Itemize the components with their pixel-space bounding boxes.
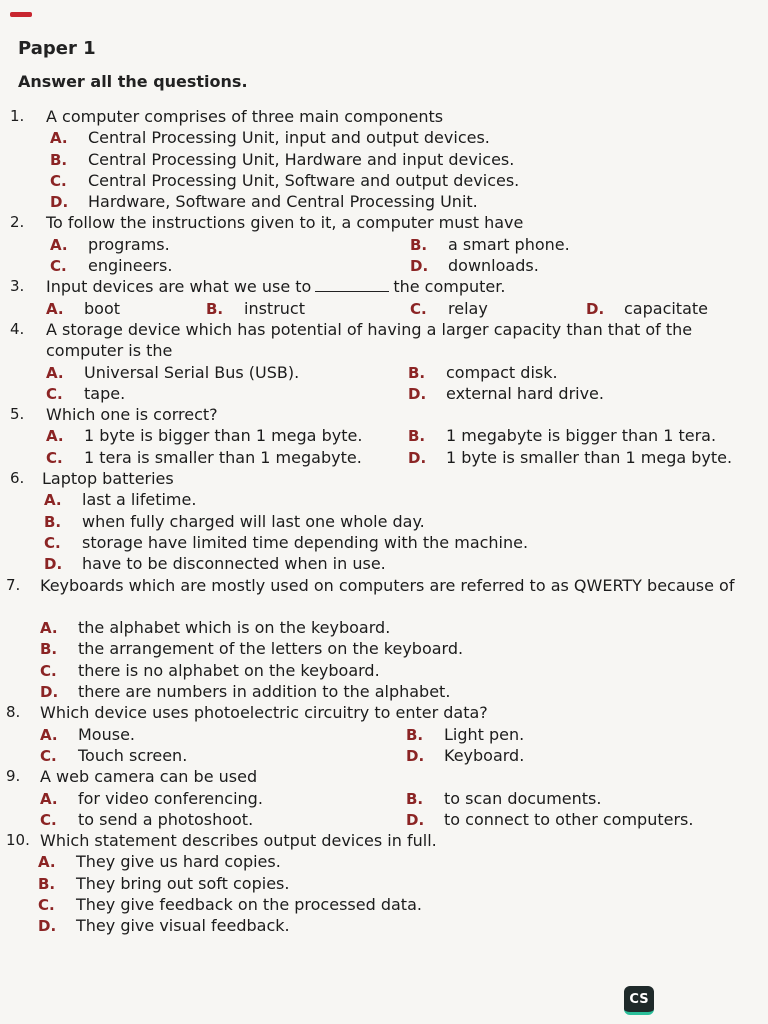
question-9 bbox=[0, 766, 768, 830]
question-number: 8. bbox=[6, 703, 21, 722]
option-letter: C. bbox=[40, 661, 57, 680]
option-letter: B. bbox=[406, 789, 424, 808]
question-number: 6. bbox=[10, 469, 25, 488]
question-4 bbox=[0, 319, 768, 404]
question-number: 3. bbox=[10, 277, 25, 296]
option-letter: C. bbox=[410, 299, 427, 318]
option-b bbox=[406, 724, 524, 746]
option-letter: D. bbox=[406, 746, 425, 765]
instruction: Answer all the questions. bbox=[18, 72, 248, 91]
option-text: relay bbox=[448, 298, 488, 318]
option-d bbox=[50, 191, 478, 213]
option-letter: A. bbox=[40, 789, 58, 808]
option-text: external hard drive. bbox=[446, 383, 604, 403]
option-c bbox=[50, 170, 519, 192]
option-text: boot bbox=[84, 298, 121, 318]
option-letter: C. bbox=[50, 171, 67, 190]
question-number: 1. bbox=[10, 107, 25, 125]
option-text: a smart phone. bbox=[448, 234, 570, 254]
option-letter: D. bbox=[38, 917, 57, 936]
option-letter: A. bbox=[38, 853, 56, 872]
question-stem: A storage device which has potential of having a larger capacity than that of the computer is the bbox=[46, 319, 693, 360]
option-letter: B. bbox=[38, 874, 56, 893]
question-6 bbox=[0, 468, 768, 574]
option-c bbox=[46, 447, 362, 469]
option-text: 1 byte is bigger than 1 mega byte. bbox=[84, 426, 363, 446]
option-text: Mouse. bbox=[78, 724, 135, 744]
question-number: 9. bbox=[6, 767, 21, 786]
question-5 bbox=[0, 404, 768, 468]
option-letter: B. bbox=[50, 150, 68, 169]
question-list bbox=[0, 106, 768, 937]
option-letter: C. bbox=[40, 746, 57, 765]
option-letter: A. bbox=[46, 299, 64, 318]
option-c bbox=[46, 383, 125, 405]
option-c bbox=[410, 298, 488, 320]
option-text: to send a photoshoot. bbox=[78, 809, 254, 829]
option-letter: B. bbox=[406, 725, 424, 744]
option-text: Central Processing Unit, Software and output devices. bbox=[88, 170, 520, 190]
question-stem: Which statement describes output devices in full. bbox=[40, 831, 437, 851]
question-2 bbox=[0, 212, 768, 276]
option-letter: D. bbox=[50, 193, 69, 212]
option-a bbox=[46, 298, 120, 320]
option-letter: D. bbox=[406, 810, 425, 829]
option-a bbox=[50, 234, 170, 256]
option-text: when fully charged will last one whole day. bbox=[82, 511, 425, 531]
option-text: Light pen. bbox=[444, 724, 525, 744]
answer-blank bbox=[315, 277, 389, 292]
option-letter: C. bbox=[44, 533, 61, 552]
option-text: 1 byte is smaller than 1 mega byte. bbox=[446, 447, 733, 467]
option-letter: C. bbox=[46, 384, 63, 403]
question-8 bbox=[0, 702, 768, 766]
option-text: engineers. bbox=[88, 256, 173, 276]
option-d bbox=[408, 447, 732, 469]
option-c bbox=[40, 809, 253, 831]
option-letter: C. bbox=[46, 448, 63, 467]
option-letter: D. bbox=[408, 448, 427, 467]
option-letter: A. bbox=[46, 427, 64, 446]
option-text: have to be disconnected when in use. bbox=[82, 554, 386, 574]
option-d bbox=[410, 255, 539, 277]
option-text: for video conferencing. bbox=[78, 788, 263, 808]
option-text: 1 tera is smaller than 1 megabyte. bbox=[84, 447, 362, 467]
option-text: there is no alphabet on the keyboard. bbox=[78, 660, 380, 680]
option-text: Universal Serial Bus (USB). bbox=[84, 362, 300, 382]
question-7 bbox=[0, 575, 768, 703]
option-b bbox=[410, 234, 570, 256]
question-stem: Keyboards which are mostly used on computers are referred to as QWERTY because of bbox=[40, 575, 735, 595]
option-d bbox=[40, 681, 450, 703]
option-a bbox=[40, 788, 263, 810]
option-text: instruct bbox=[244, 298, 305, 318]
question-1 bbox=[0, 106, 768, 212]
question-number: 2. bbox=[10, 213, 25, 232]
option-b bbox=[50, 149, 514, 171]
option-text: downloads. bbox=[448, 256, 539, 276]
option-letter: B. bbox=[410, 235, 428, 254]
option-letter: D. bbox=[44, 555, 63, 574]
question-number: 5. bbox=[10, 405, 25, 424]
question-stem: Laptop batteries bbox=[42, 469, 174, 489]
option-a bbox=[44, 489, 196, 511]
option-a bbox=[50, 127, 490, 149]
option-b bbox=[40, 638, 463, 660]
question-stem: Which device uses photoelectric circuitry to enter data? bbox=[40, 703, 488, 723]
option-text: Hardware, Software and Central Processing Unit. bbox=[88, 192, 478, 212]
option-text: 1 megabyte is bigger than 1 tera. bbox=[446, 426, 717, 446]
question-stem: A computer comprises of three main components bbox=[46, 107, 444, 126]
option-letter: A. bbox=[50, 129, 68, 148]
option-text: the alphabet which is on the keyboard. bbox=[78, 618, 391, 638]
option-b bbox=[408, 425, 716, 447]
option-text: Central Processing Unit, input and output devices. bbox=[88, 128, 490, 148]
option-letter: A. bbox=[40, 619, 58, 638]
option-letter: B. bbox=[44, 512, 62, 531]
question-number: 4. bbox=[10, 319, 25, 338]
paper-title: Paper 1 bbox=[18, 38, 96, 59]
option-text: there are numbers in addition to the alphabet. bbox=[78, 682, 451, 702]
option-d bbox=[586, 298, 708, 320]
option-text: They give visual feedback. bbox=[76, 916, 290, 936]
option-letter: D. bbox=[40, 683, 59, 702]
option-a bbox=[46, 425, 362, 447]
option-c bbox=[40, 660, 380, 682]
option-text: They give us hard copies. bbox=[76, 852, 281, 872]
option-a bbox=[46, 362, 299, 384]
option-b bbox=[406, 788, 601, 810]
option-a bbox=[40, 617, 390, 639]
option-letter: A. bbox=[46, 363, 64, 382]
option-c bbox=[50, 255, 172, 277]
option-text: to scan documents. bbox=[444, 788, 602, 808]
option-text: Touch screen. bbox=[78, 745, 188, 765]
option-b bbox=[44, 511, 425, 533]
option-letter: C. bbox=[50, 257, 67, 276]
option-letter: C. bbox=[38, 895, 55, 914]
option-letter: B. bbox=[206, 299, 224, 318]
option-c bbox=[44, 532, 528, 554]
camscanner-logo-icon: CS bbox=[624, 986, 654, 1015]
question-number: 7. bbox=[6, 575, 21, 594]
option-d bbox=[408, 383, 604, 405]
red-header-mark bbox=[10, 12, 32, 17]
option-letter: B. bbox=[40, 640, 58, 659]
option-letter: A. bbox=[50, 235, 68, 254]
option-b bbox=[38, 873, 289, 895]
option-text: last a lifetime. bbox=[82, 490, 197, 510]
question-number: 10. bbox=[6, 831, 30, 850]
option-text: capacitate bbox=[624, 298, 708, 318]
option-text: Keyboard. bbox=[444, 745, 525, 765]
option-d bbox=[38, 915, 290, 937]
question-stem: Input devices are what we use to the computer. bbox=[46, 277, 506, 297]
option-text: They give feedback on the processed data. bbox=[76, 894, 422, 914]
option-letter: D. bbox=[408, 384, 427, 403]
option-b bbox=[408, 362, 558, 384]
option-d bbox=[44, 553, 386, 575]
option-text: Central Processing Unit, Hardware and input devices. bbox=[88, 149, 515, 169]
option-letter: A. bbox=[40, 725, 58, 744]
option-a bbox=[40, 724, 135, 746]
option-text: programs. bbox=[88, 234, 170, 254]
option-text: tape. bbox=[84, 383, 126, 403]
option-text: compact disk. bbox=[446, 362, 558, 382]
option-d bbox=[406, 745, 524, 767]
question-stem: A web camera can be used bbox=[40, 767, 258, 787]
option-text: the arrangement of the letters on the keyboard. bbox=[78, 639, 464, 659]
option-text: storage have limited time depending with the machine. bbox=[82, 532, 529, 552]
question-stem: To follow the instructions given to it, a computer must have bbox=[46, 213, 524, 233]
option-letter: B. bbox=[408, 427, 426, 446]
question-3 bbox=[0, 276, 768, 319]
option-letter: D. bbox=[410, 257, 429, 276]
option-b bbox=[206, 298, 305, 320]
option-c bbox=[38, 894, 422, 916]
option-letter: A. bbox=[44, 491, 62, 510]
option-d bbox=[406, 809, 693, 831]
option-text: to connect to other computers. bbox=[444, 809, 694, 829]
question-10 bbox=[0, 830, 768, 936]
question-stem: Which one is correct? bbox=[46, 405, 218, 425]
option-letter: C. bbox=[40, 810, 57, 829]
option-letter: D. bbox=[586, 299, 605, 318]
option-a bbox=[38, 851, 281, 873]
option-c bbox=[40, 745, 187, 767]
option-letter: B. bbox=[408, 363, 426, 382]
option-text: They bring out soft copies. bbox=[76, 873, 290, 893]
